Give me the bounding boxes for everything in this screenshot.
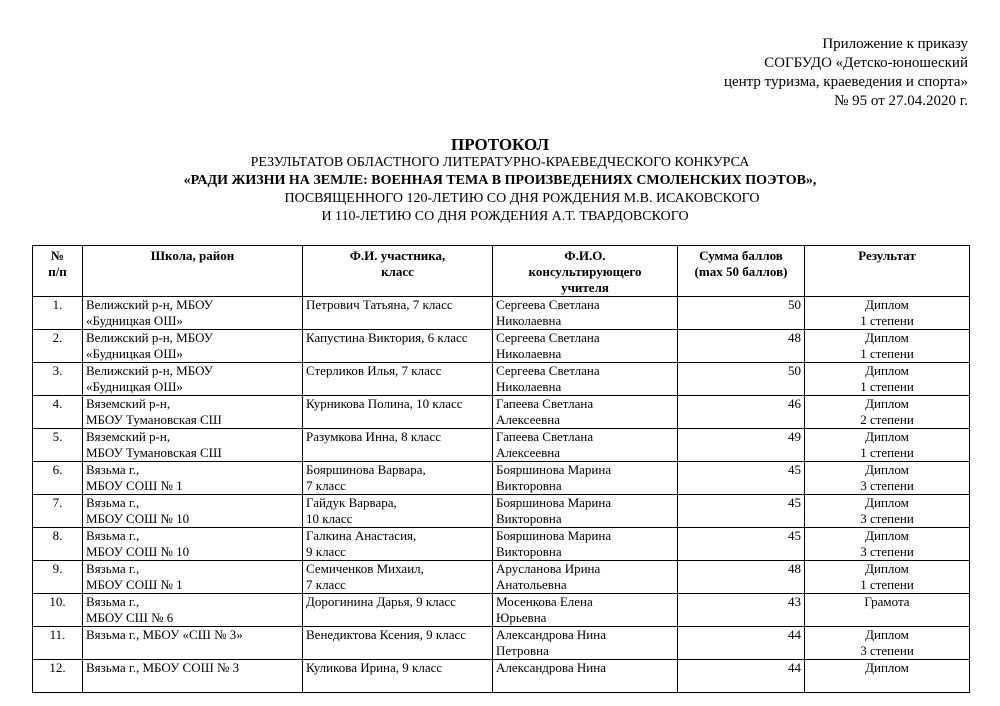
cell-participant: Петрович Татьяна, 7 класс [303,297,493,330]
cell-result: Диплом 1 степени [805,330,970,363]
cell-result: Диплом 1 степени [805,429,970,462]
results-table [32,245,970,693]
document-title: ПРОТОКОЛ [450,135,549,154]
table-row [33,627,970,660]
appendix-line: СОГБУДО «Детско-юношеский [764,55,968,71]
cell-no: 1. [33,297,83,330]
cell-no: 6. [33,462,83,495]
cell-score: 45 [678,495,805,528]
table-row [33,462,970,495]
document-heading [0,135,1000,226]
cell-school: Вязьма г., МБОУ СОШ № 1 [83,561,303,594]
appendix-line: Приложение к приказу [822,36,968,52]
cell-teacher: Гапеева Светлана Алексеевна [493,429,678,462]
cell-score: 48 [678,561,805,594]
cell-no: 12. [33,660,83,693]
header-result: Результат [805,246,970,297]
cell-school: Велижский р-н, МБОУ «Будницкая ОШ» [83,330,303,363]
cell-score: 43 [678,594,805,627]
cell-result: Грамота [805,594,970,627]
cell-score: 50 [678,363,805,396]
cell-score: 49 [678,429,805,462]
table-row [33,495,970,528]
cell-no: 2. [33,330,83,363]
header-no: № п/п [33,246,83,297]
cell-score: 45 [678,462,805,495]
cell-school: Вязьма г., МБОУ СОШ № 3 [83,660,303,693]
cell-school: Вяземский р-н, МБОУ Тумановская СШ [83,396,303,429]
cell-teacher: Александрова Нина [493,660,678,693]
cell-score: 48 [678,330,805,363]
cell-result: Диплом 3 степени [805,495,970,528]
header-school: Школа, район [83,246,303,297]
cell-school: Вяземский р-н, МБОУ Тумановская СШ [83,429,303,462]
cell-teacher: Бояршинова Марина Викторовна [493,495,678,528]
cell-result: Диплом 1 степени [805,561,970,594]
appendix-line: № 95 от 27.04.2020 г. [834,93,968,109]
cell-result: Диплом 3 степени [805,528,970,561]
table-row [33,429,970,462]
table-row [33,297,970,330]
cell-no: 7. [33,495,83,528]
table-header-row [33,246,970,297]
cell-no: 9. [33,561,83,594]
heading-line-3: ПОСВЯЩЕННОГО 120-ЛЕТИЮ СО ДНЯ РОЖДЕНИЯ М.В. ИСАКОВСКОГО [284,191,760,206]
cell-no: 3. [33,363,83,396]
cell-score: 46 [678,396,805,429]
cell-result: Диплом 1 степени [805,363,970,396]
cell-school: Вязьма г., МБОУ СОШ № 10 [83,528,303,561]
header-score: Сумма баллов (max 50 баллов) [678,246,805,297]
appendix-line: центр туризма, краеведения и спорта» [723,74,968,90]
heading-line-1: РЕЗУЛЬТАТОВ ОБЛАСТНОГО ЛИТЕРАТУРНО-КРАЕВЕДЧЕСКОГО КОНКУРСА [250,155,750,170]
cell-teacher: Гапеева Светлана Алексеевна [493,396,678,429]
cell-no: 11. [33,627,83,660]
table-row [33,561,970,594]
cell-score: 50 [678,297,805,330]
cell-participant: Бояршинова Варвара, 7 класс [303,462,493,495]
cell-no: 10. [33,594,83,627]
cell-school: Вязьма г., МБОУ СОШ № 10 [83,495,303,528]
cell-teacher: Сергеева Светлана Николаевна [493,330,678,363]
cell-teacher: Мосенкова Елена Юрьевна [493,594,678,627]
cell-teacher: Бояршинова Марина Викторовна [493,528,678,561]
cell-participant: Куликова Ирина, 9 класс [303,660,493,693]
cell-teacher: Сергеева Светлана Николаевна [493,297,678,330]
cell-result: Диплом 3 степени [805,462,970,495]
appendix-note [724,35,968,111]
table-row [33,330,970,363]
table-row [33,363,970,396]
cell-participant: Стерликов Илья, 7 класс [303,363,493,396]
cell-participant: Курникова Полина, 10 класс [303,396,493,429]
cell-score: 44 [678,660,805,693]
cell-no: 4. [33,396,83,429]
cell-participant: Дорогинина Дарья, 9 класс [303,594,493,627]
cell-teacher: Арусланова Ирина Анатольевна [493,561,678,594]
cell-school: Вязьма г., МБОУ «СШ № 3» [83,627,303,660]
table-row [33,528,970,561]
cell-school: Вязьма г., МБОУ СОШ № 1 [83,462,303,495]
table-row [33,594,970,627]
cell-participant: Семиченков Михаил, 7 класс [303,561,493,594]
cell-school: Велижский р-н, МБОУ «Будницкая ОШ» [83,363,303,396]
cell-result: Диплом 3 степени [805,627,970,660]
cell-participant: Венедиктова Ксения, 9 класс [303,627,493,660]
cell-score: 45 [678,528,805,561]
cell-teacher: Александрова Нина Петровна [493,627,678,660]
cell-result: Диплом 2 степени [805,396,970,429]
table-row [33,396,970,429]
header-participant: Ф.И. участника, класс [303,246,493,297]
cell-participant: Галкина Анастасия, 9 класс [303,528,493,561]
cell-school: Велижский р-н, МБОУ «Будницкая ОШ» [83,297,303,330]
heading-line-4: И 110-ЛЕТИЮ СО ДНЯ РОЖДЕНИЯ А.Т. ТВАРДОВСКОГО [321,209,689,224]
heading-line-2: «РАДИ ЖИЗНИ НА ЗЕМЛЕ: ВОЕННАЯ ТЕМА В ПРОИЗВЕДЕНИЯХ СМОЛЕНСКИХ ПОЭТОВ», [183,173,817,188]
cell-participant: Гайдук Варвара, 10 класс [303,495,493,528]
cell-result: Диплом [805,660,970,693]
cell-participant: Разумкова Инна, 8 класс [303,429,493,462]
header-teacher: Ф.И.О. консультирующего учителя [493,246,678,297]
cell-teacher: Бояршинова Марина Викторовна [493,462,678,495]
cell-score: 44 [678,627,805,660]
cell-school: Вязьма г., МБОУ СШ № 6 [83,594,303,627]
cell-participant: Капустина Виктория, 6 класс [303,330,493,363]
cell-teacher: Сергеева Светлана Николаевна [493,363,678,396]
cell-no: 8. [33,528,83,561]
cell-result: Диплом 1 степени [805,297,970,330]
cell-no: 5. [33,429,83,462]
table-row [33,660,970,693]
